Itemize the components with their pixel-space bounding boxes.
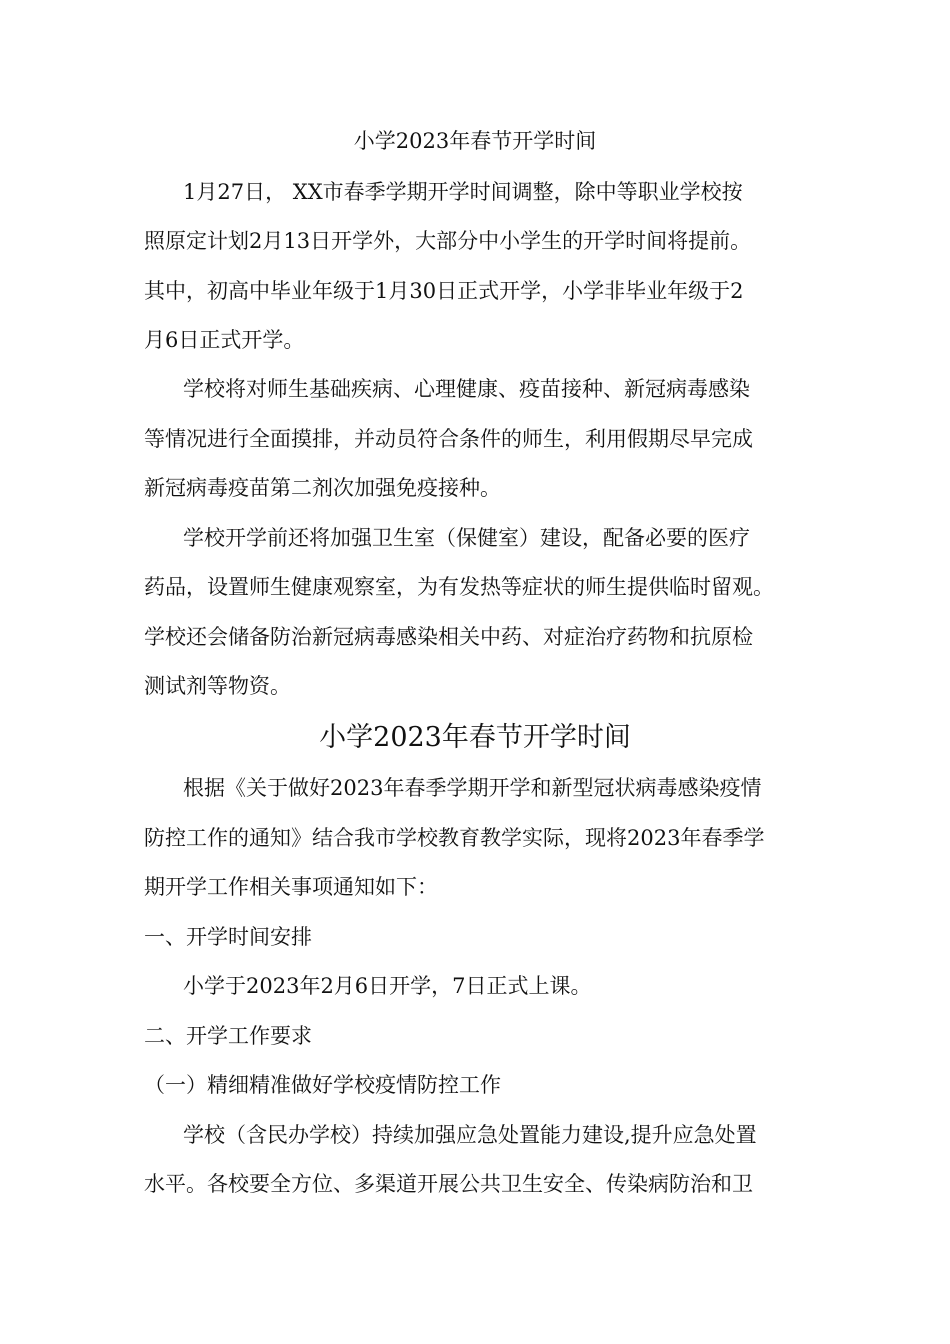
text-line: 新冠病毒疫苗第二剂次加强免疫接种。 <box>144 476 501 500</box>
subheading-prevention: （一）精细精准做好学校疫情防控工作 <box>144 1073 501 1097</box>
heading-schedule: 一、开学时间安排 <box>144 925 312 949</box>
section-title: 小学2023年春节开学时间 <box>319 722 631 753</box>
text-line: 学校开学前还将加强卫生室（保健室）建设，配备必要的医疗 <box>183 526 750 550</box>
text-line: 测试剂等物资。 <box>144 674 291 698</box>
document-title: 小学2023年春节开学时间 <box>353 129 597 153</box>
text-line: 1月27日， XX市春季学期开学时间调整，除中等职业学校按 <box>183 180 743 204</box>
schedule-text: 小学于2023年2月6日开学，7日正式上课。 <box>183 974 592 998</box>
text-line: 水平。各校要全方位、多渠道开展公共卫生安全、传染病防治和卫 <box>144 1172 753 1196</box>
text-line: 等情况进行全面摸排，并动员符合条件的师生，利用假期尽早完成 <box>144 427 753 451</box>
text-line: 药品，设置师生健康观察室，为有发热等症状的师生提供临时留观。 <box>144 575 774 599</box>
text-line: 防控工作的通知》结合我市学校教育教学实际，现将2023年春季学 <box>144 826 765 850</box>
heading-requirements: 二、开学工作要求 <box>144 1024 312 1048</box>
text-line: 照原定计划2月13日开学外，大部分中小学生的开学时间将提前。 <box>144 229 752 253</box>
text-line: 根据《关于做好2023年春季学期开学和新型冠状病毒感染疫情 <box>183 776 762 800</box>
text-line: 学校还会储备防治新冠病毒感染相关中药、对症治疗药物和抗原检 <box>144 625 753 649</box>
text-line: 其中，初高中毕业年级于1月30日正式开学，小学非毕业年级于2 <box>144 279 744 303</box>
text-line: 学校（含民办学校）持续加强应急处置能力建设,提升应急处置 <box>183 1123 757 1147</box>
text-line: 学校将对师生基础疾病、心理健康、疫苗接种、新冠病毒感染 <box>183 377 750 401</box>
text-line: 期开学工作相关事项通知如下： <box>144 875 438 899</box>
text-line: 月6日正式开学。 <box>144 328 305 352</box>
